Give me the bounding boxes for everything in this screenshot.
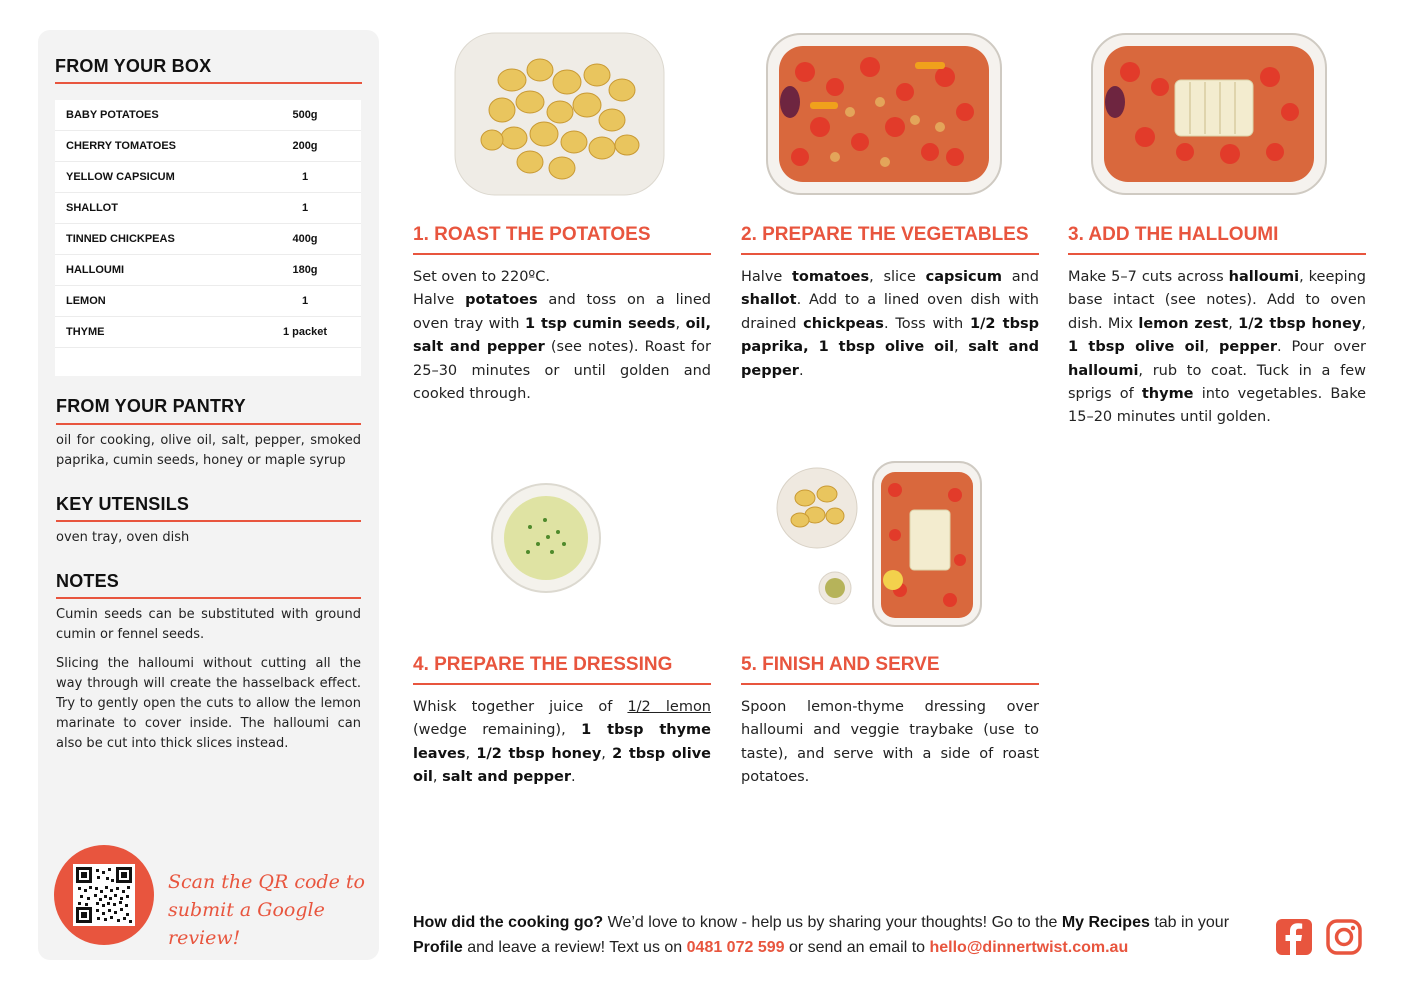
text-run: and toss on a lined oven tray with (413, 292, 711, 332)
box-divider (55, 82, 362, 84)
ingredient-name: LEMON (66, 295, 106, 307)
bold-text: chickpeas (803, 315, 884, 332)
underlined-text: 1/2 lemon (627, 699, 711, 715)
footer-text: tab in your (1149, 914, 1230, 931)
bold-text: oil, salt and pepper (413, 315, 711, 356)
footer-text: and leave a review! Text us on (462, 939, 687, 956)
step-1-title: 1. ROAST THE POTATOES (413, 224, 651, 245)
bold-text: salt and pepper (741, 339, 1039, 379)
text-run: Spoon lemon-thyme dressing over halloumi and veggie traybake (use to taste), and serve with a side of roast potatoes. (741, 699, 1039, 786)
notes-paragraph: Cumin seeds can be substituted with ground cumin or fennel seeds. (56, 607, 361, 642)
pantry-text: oil for cooking, olive oil, salt, pepper, smoked paprika, cumin seeds, honey or maple syrup (56, 433, 361, 468)
text-run: . (570, 769, 576, 786)
bold-text: tomatoes (792, 269, 870, 285)
text-run: Halve (413, 292, 466, 309)
ingredient-name: HALLOUMI (66, 264, 125, 276)
step-3-title: 3. ADD THE HALLOUMI (1068, 224, 1279, 245)
bold-text: 1 tsp cumin seeds (524, 315, 676, 332)
review-question: How did the cooking go? (413, 914, 604, 931)
step-4-divider (413, 683, 711, 685)
step-3-text (1068, 266, 1366, 430)
step-2-title: 2. PREPARE THE VEGETABLES (741, 224, 1029, 245)
step-5-title: 5. FINISH AND SERVE (741, 654, 940, 675)
ingredient-row (55, 317, 361, 348)
text-run: , (432, 769, 443, 786)
pantry-divider (56, 423, 361, 425)
review-prompt (413, 910, 1263, 960)
text-run: Make 5–7 cuts across (1068, 269, 1229, 285)
step-3-divider (1068, 253, 1366, 255)
bold-text: potatoes (465, 292, 538, 309)
ingredient-row (55, 286, 361, 317)
qr-code[interactable] (73, 864, 135, 926)
ingredient-row (55, 224, 361, 255)
ingredient-qty: 1 (301, 295, 309, 307)
bold-text: shallot (741, 292, 797, 309)
ingredient-name: YELLOW CAPSICUM (66, 171, 175, 183)
text-run: . Add to a lined oven dish with drained (741, 292, 1039, 332)
text-run: , (954, 339, 969, 356)
qr-caption (168, 868, 368, 952)
footer-text: or send an email to (784, 939, 930, 956)
text-run: Whisk together juice of (413, 699, 628, 715)
text-run: , (1204, 339, 1220, 356)
text-run: . Toss with (883, 315, 970, 332)
text-run: . (798, 362, 804, 379)
ingredient-row (55, 131, 361, 162)
notes-divider (56, 597, 361, 599)
step-2-divider (741, 253, 1039, 255)
ingredient-row (55, 162, 361, 193)
step-4-text (413, 696, 711, 790)
prepare-vegetables-image (765, 32, 1003, 197)
facebook-icon[interactable] (1275, 918, 1313, 956)
ingredient-qty: 180g (292, 264, 318, 276)
ingredient-name: THYME (66, 326, 105, 338)
utensils-text: oven tray, oven dish (56, 530, 190, 545)
bold-text: 1/2 tbsp honey (1238, 315, 1362, 332)
bold-text: halloumi (1068, 362, 1139, 379)
text-run: . Pour over (1277, 339, 1366, 356)
text-run: , (465, 745, 477, 762)
ingredient-qty: 1 packet (282, 326, 328, 338)
bold-text: lemon zest (1138, 315, 1229, 332)
step-5-text (741, 696, 1039, 790)
footer-text: We’d love to know - help us by sharing your thoughts! Go to the (603, 914, 1062, 931)
step-4-title: 4. PREPARE THE DRESSING (413, 654, 673, 675)
text-run: , (675, 315, 686, 332)
qr-code-icon (76, 867, 132, 923)
bold-text: halloumi (1228, 269, 1300, 285)
ingredient-qty: 1 (301, 202, 309, 214)
bold-text: 1/2 tbsp honey (476, 745, 602, 762)
utensils-divider (56, 520, 361, 522)
step-5-divider (741, 683, 1039, 685)
bold-text: thyme (1141, 386, 1194, 403)
step-1-text (413, 266, 711, 406)
text-run: (see notes). Roast for 25–30 minutes or until golden and cooked through. (413, 339, 711, 403)
qr-caption-line: Scan the QR code to (168, 871, 365, 893)
text-run: Set oven to 220ºC. (413, 269, 550, 285)
notes-title: NOTES (56, 571, 120, 591)
add-halloumi-image (1090, 32, 1328, 197)
qr-caption-line: submit a Google review! (168, 899, 325, 949)
utensils-title: KEY UTENSILS (56, 494, 190, 514)
ingredient-row (55, 193, 361, 224)
bold-text: pepper (1219, 339, 1277, 356)
text-run: into vegetables. Bake 15–20 minutes until golden. (1068, 386, 1366, 426)
ingredient-qty: 500g (292, 109, 318, 121)
pantry-title: FROM YOUR PANTRY (56, 396, 246, 416)
step-1-divider (413, 253, 711, 255)
bold-text: 1 tbsp olive oil (1068, 339, 1205, 356)
text-run: (wedge remaining), (413, 722, 582, 739)
profile-link[interactable]: Profile (413, 939, 463, 956)
notes-paragraph: Slicing the halloumi without cutting all the way through will create the hasselback effect. Try to gently open the cuts to allow the lemon marinate to cover inside. The halloumi can also be cut into thick slices instead. (56, 656, 361, 751)
bold-text: capsicum (925, 269, 1003, 285)
ingredient-name: SHALLOT (66, 202, 118, 214)
text-run: , (1361, 315, 1366, 332)
text-run: and (1002, 269, 1039, 285)
bold-text: salt and pepper (442, 769, 571, 786)
sidebar (38, 30, 379, 960)
box-title: FROM YOUR BOX (55, 56, 212, 76)
ingredient-qty: 1 (301, 171, 309, 183)
text-run: , rub to coat. Tuck in a few sprigs of (1068, 362, 1366, 403)
my-recipes-link[interactable]: My Recipes (1061, 914, 1150, 931)
bold-text: 2 tbsp olive oil (413, 745, 711, 786)
ingredient-name: TINNED CHICKPEAS (66, 233, 175, 245)
ingredient-name: BABY POTATOES (66, 109, 159, 121)
step-2-text (741, 266, 1039, 383)
text-run: , keeping base intact (see notes). Add to oven dish. Mix (1068, 269, 1367, 332)
bold-text: 1/2 tbsp paprika, 1 tbsp olive oil (741, 315, 1040, 356)
text-run: Halve (741, 269, 792, 285)
email-link[interactable]: hello@dinnertwist.com.au (929, 939, 1129, 956)
qr-badge[interactable] (54, 845, 154, 945)
instagram-icon[interactable] (1325, 918, 1363, 956)
bold-text: 1 tbsp thyme leaves (413, 722, 711, 762)
roast-potatoes-image (452, 30, 667, 200)
dressing-image (490, 482, 602, 594)
ingredients-table (55, 100, 361, 376)
ingredient-row (55, 255, 361, 286)
ingredient-qty: 400g (292, 233, 318, 245)
ingredient-qty: 200g (292, 140, 318, 152)
text-run: , (1228, 315, 1239, 332)
text-run: , (601, 745, 613, 762)
phone-link[interactable]: 0481 072 599 (686, 939, 785, 956)
ingredient-name: CHERRY TOMATOES (66, 140, 177, 152)
text-run: , slice (869, 269, 926, 285)
ingredient-row (55, 100, 361, 131)
finish-serve-image (775, 460, 985, 630)
